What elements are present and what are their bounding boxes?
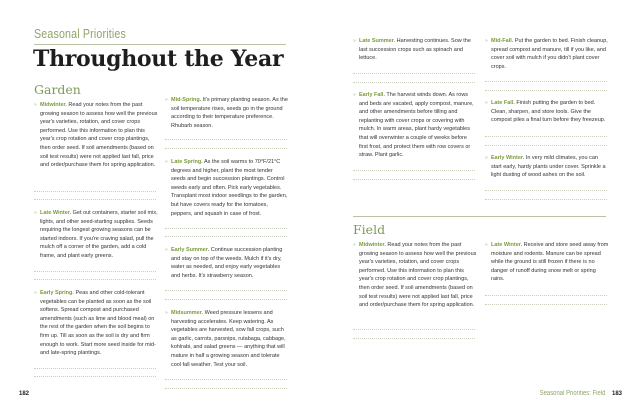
- entry-text: Read your notes from the past growing season to assess how well the previous year's varieties, rotation, and cover crops performed. Use this information to plan this year's crop rotation and cover crop plantings, then order seed. If soil amendments (based on soil test results) were not applied last fall, price and order/purchase them for spring application.: [359, 242, 477, 309]
- field-rule: [353, 216, 606, 217]
- dotted-divider: [165, 236, 287, 237]
- bullet-icon: »: [485, 38, 488, 44]
- garden-entry: [165, 158, 289, 218]
- entry-text: Get out containers, starter soil mix, lights, and other seed-starting supplies. Seeds requiring the longest growing seasons can be started indoors. If you're craving salad, pull the mulch off a corner of the garden, add a cold frame, and plant early greens.: [40, 210, 158, 259]
- header-rule: [34, 44, 286, 45]
- dotted-divider: [353, 179, 475, 180]
- garden-entry: [165, 309, 289, 369]
- dotted-divider: [34, 191, 156, 192]
- garden-entry: [34, 209, 158, 261]
- entry-label: Late Fall.: [491, 100, 515, 106]
- page-number-right: 183: [612, 391, 623, 397]
- dotted-divider: [485, 190, 607, 191]
- entry-text: It's primary planting season. As the soil temperature rises, seeds go in the ground according to their temperature preference. Rhubarb season.: [171, 97, 288, 129]
- entry-label: Late Winter.: [40, 210, 72, 216]
- entry-label: Mid-Spring.: [171, 97, 202, 103]
- dotted-divider: [165, 388, 287, 389]
- dotted-divider: [485, 295, 607, 296]
- garden-entry: [485, 154, 609, 180]
- garden-heading: Garden: [34, 82, 81, 97]
- entry-label: Late Spring.: [171, 159, 203, 165]
- entry-text: Receive and store seed away from moisture and rodents. Manure can be spread while the ground is still frozen if there is no danger of runoff during snow melt or spring rains.: [491, 242, 609, 283]
- bullet-icon: »: [34, 102, 37, 108]
- dotted-divider: [353, 170, 475, 171]
- dotted-divider: [165, 290, 287, 291]
- dotted-divider: [485, 90, 607, 91]
- dotted-divider: [165, 228, 287, 229]
- page-number-left: 182: [19, 391, 30, 397]
- dotted-divider: [485, 136, 607, 137]
- dotted-divider: [165, 139, 287, 140]
- entry-text: The harvest winds down. As rows and beds are vacated, apply compost, manure, and other amendments before tilling and replanting with cover crops or covering with mulch. In warm areas, plant hardy vegetables that will overwinter a couple of weeks before first frost, and protect them with row covers or straw. Plant garlic.: [359, 92, 474, 159]
- bullet-icon: »: [34, 290, 37, 296]
- bullet-icon: »: [353, 242, 356, 248]
- garden-entry: [353, 91, 477, 160]
- entry-text: Read your notes from the past growing season to assess how well the previous year's varieties, rotation, and cover crops performed. Use this information to plan this year's crop rotation and cover crop plantings, then order seed. If soil amendments (based on soil test results) were not applied last fall, price and order/purchase them for spring application.: [40, 102, 158, 169]
- garden-entry: [485, 99, 609, 125]
- entry-label: Early Summer.: [171, 247, 210, 253]
- entry-text: Harvesting continues. Sow the last succession crops such as spinach and lettuce.: [359, 38, 471, 62]
- garden-entry: [353, 37, 477, 63]
- entry-text: As the soil warms to 70°F/21°C degrees and higher, plant the most tender seeds and begin succession plantings. Control weeds early and often. Pick early vegetables. Transplant most indoor seedlings to the garden, but have covers ready for the tomatoes, peppers, and squash in case of frost.: [171, 159, 288, 217]
- dotted-divider: [165, 379, 287, 380]
- entry-label: Early Fall.: [359, 92, 385, 98]
- dotted-divider: [353, 82, 475, 83]
- entry-label: Early Spring.: [40, 290, 74, 296]
- dotted-divider: [485, 145, 607, 146]
- dotted-divider: [353, 329, 475, 330]
- page-title: Throughout the Year: [33, 46, 284, 72]
- dotted-divider: [34, 271, 156, 272]
- dotted-divider: [485, 81, 607, 82]
- bullet-icon: »: [165, 247, 168, 253]
- dotted-divider: [353, 338, 475, 339]
- entry-label: Midwinter.: [40, 102, 67, 108]
- dotted-divider: [34, 279, 156, 280]
- bullet-icon: »: [165, 310, 168, 316]
- dotted-divider: [485, 199, 607, 200]
- field-entry: [353, 241, 477, 310]
- garden-entry: [485, 37, 609, 71]
- bullet-icon: »: [485, 100, 488, 106]
- garden-entry: [165, 246, 289, 280]
- entry-text: Finish putting the garden to bed. Clean, sharpen, and store tools. Give the compost piles a final turn before they freezeup.: [491, 100, 606, 124]
- garden-entry: [34, 289, 158, 358]
- dotted-divider: [34, 368, 156, 369]
- bullet-icon: »: [165, 159, 168, 165]
- field-entry: [485, 241, 609, 284]
- dotted-divider: [34, 376, 156, 377]
- bullet-icon: »: [485, 242, 488, 248]
- running-head: Seasonal Priorities: Field: [539, 390, 605, 397]
- entry-text: Weed pressure lessens and harvesting accelerates. Keep watering. As vegetables are harvested, sow fall crops, such as garlic, carrots, parsnips, rutabaga, cabbage, kohlrabi, and salad greens — anything that will mature in half a growing season and tolerate cool fall weather. Test your soil.: [171, 310, 286, 368]
- entry-label: Late Winter.: [491, 242, 523, 248]
- field-heading: Field: [353, 222, 386, 237]
- entry-text: In very mild climates, you can start early, hardy plants under cover. Sprinkle a light dusting of wood ashes on the soil.: [491, 155, 606, 179]
- garden-entry: [165, 96, 289, 130]
- bullet-icon: »: [485, 155, 488, 161]
- entry-label: Late Summer.: [359, 38, 396, 44]
- bullet-icon: »: [353, 92, 356, 98]
- bullet-icon: »: [353, 38, 356, 44]
- dotted-divider: [34, 199, 156, 200]
- entry-label: Midwinter.: [359, 242, 386, 248]
- bullet-icon: »: [165, 97, 168, 103]
- entry-text: Peas and other cold-tolerant vegetables can be planted as soon as the soil softens. Spread compost and purchased amendments (such as lime and blood meal) on the rest of the garden when the soil begins to firm up. Till as soon as the soil is dry and firm enough to work. Start more seed inside for mid- and late-spring plantings.: [40, 290, 156, 357]
- entry-label: Midsummer.: [171, 310, 204, 316]
- entry-text: Continue succession planting and stay on top of the weeds. Mulch if it's dry, water as needed, and enjoy early vegetables and herbs. It's strawberry season.: [171, 247, 283, 279]
- bullet-icon: »: [34, 210, 37, 216]
- dotted-divider: [485, 304, 607, 305]
- entry-label: Early Winter.: [491, 155, 525, 161]
- entry-text: Put the garden to bed. Finish cleanup, spread compost and manure, till if you like, and cover soil with mulch if you didn't plant cover crops.: [491, 38, 608, 70]
- dotted-divider: [353, 73, 475, 74]
- dotted-divider: [165, 299, 287, 300]
- garden-entry: [34, 101, 158, 170]
- entry-label: Mid-Fall.: [491, 38, 514, 44]
- dotted-divider: [165, 148, 287, 149]
- kicker: Seasonal Priorities: [34, 26, 126, 41]
